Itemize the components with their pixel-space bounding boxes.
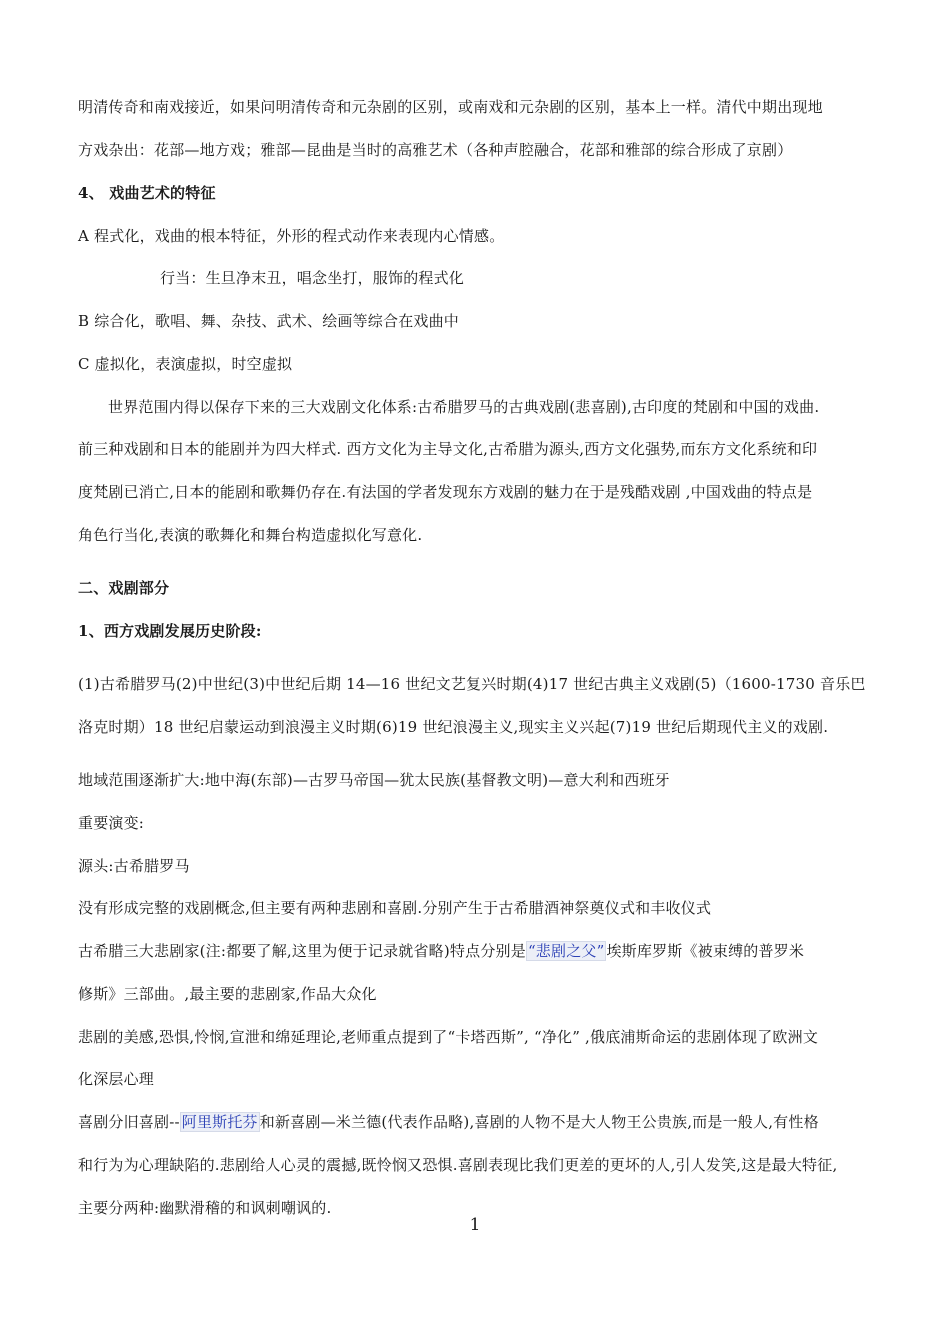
paragraph-line: C 虚拟化，表演虚拟，时空虚拟: [78, 355, 293, 373]
paragraph-line: 化深层心理: [78, 1070, 155, 1088]
paragraph-line: 主要分两种:幽默滑稽的和讽刺嘲讽的.: [78, 1199, 332, 1217]
highlighted-link[interactable]: “悲剧之父”: [527, 942, 605, 960]
paragraph-line: 行当：生旦净末丑，唱念坐打，服饰的程式化: [160, 269, 465, 287]
section-heading: 二、戏剧部分: [78, 579, 170, 597]
section-heading: 4、 戏曲艺术的特征: [78, 184, 216, 202]
paragraph-line: 角色行当化,表演的歌舞化和舞台构造虚拟化写意化.: [78, 526, 423, 544]
paragraph-line: 前三种戏剧和日本的能剧并为四大样式. 西方文化为主导文化,古希腊为源头,西方文化强势,而东方文化系统和印: [78, 440, 818, 458]
text-run: 和新喜剧—米兰德(代表作品略),喜剧的人物不是大人物王公贵族,而是一般人,有性格: [259, 1113, 819, 1131]
paragraph-line: 地域范围逐渐扩大:地中海(东部)—古罗马帝国—犹太民族(基督教文明)—意大利和西班牙: [78, 771, 670, 789]
paragraph-line: A 程式化，戏曲的根本特征，外形的程式动作来表现内心情感。: [78, 227, 505, 245]
paragraph-line: 洛克时期）18 世纪启蒙运动到浪漫主义时期(6)19 世纪浪漫主义,现实主义兴起(7)19 世纪后期现代主义的戏剧.: [78, 718, 829, 736]
paragraph-line: [78, 941, 804, 961]
paragraph-line: 没有形成完整的戏剧概念,但主要有两种悲剧和喜剧.分别产生于古希腊酒神祭奠仪式和丰收仪式: [78, 899, 712, 917]
text-run: 古希腊三大悲剧家(注:都要了解,这里为便于记录就省略)特点分别是: [78, 942, 526, 960]
paragraph-line: 悲剧的美感,恐惧,怜悯,宣泄和绵延理论,老师重点提到了“卡塔西斯”, “净化” ,俄底浦斯命运的悲剧体现了欧洲文: [78, 1028, 819, 1046]
paragraph-line: 修斯》三部曲。,最主要的悲剧家,作品大众化: [78, 985, 377, 1003]
paragraph-line: 世界范围内得以保存下来的三大戏剧文化体系:古希腊罗马的古典戏剧(悲喜剧),古印度的梵剧和中国的戏曲.: [108, 398, 820, 416]
paragraph-line: 重要演变:: [78, 814, 145, 832]
paragraph-line: 源头:古希腊罗马: [78, 857, 190, 875]
text-run: 埃斯库罗斯《被束缚的普罗米: [606, 942, 805, 960]
paragraph-line: B 综合化，歌唱、舞、杂技、武术、绘画等综合在戏曲中: [78, 312, 459, 330]
paragraph-line: 方戏杂出：花部—地方戏；雅部—昆曲是当时的高雅艺术（各种声腔融合，花部和雅部的综合形成了京剧）: [78, 141, 793, 159]
page-number: 1: [469, 1215, 481, 1235]
paragraph-line: [78, 1112, 819, 1132]
subsection-heading: 1、西方戏剧发展历史阶段:: [78, 622, 262, 640]
paragraph-line: 明清传奇和南戏接近，如果问明清传奇和元杂剧的区别，或南戏和元杂剧的区别，基本上一样。清代中期出现地: [78, 98, 823, 116]
paragraph-line: (1)古希腊罗马(2)中世纪(3)中世纪后期 14—16 世纪文艺复兴时期(4)17 世纪古典主义戏剧(5)（1600-1730 音乐巴: [78, 675, 866, 693]
highlighted-link[interactable]: 阿里斯托芬: [181, 1113, 258, 1131]
paragraph-line: 度梵剧已消亡,日本的能剧和歌舞仍存在.有法国的学者发现东方戏剧的魅力在于是残酷戏剧 ,中国戏曲的特点是: [78, 483, 813, 501]
paragraph-line: 和行为为心理缺陷的.悲剧给人心灵的震撼,既怜悯又恐惧.喜剧表现比我们更差的更坏的人,引人发笑,这是最大特征,: [78, 1156, 838, 1174]
text-run: 喜剧分旧喜剧--: [78, 1113, 180, 1131]
